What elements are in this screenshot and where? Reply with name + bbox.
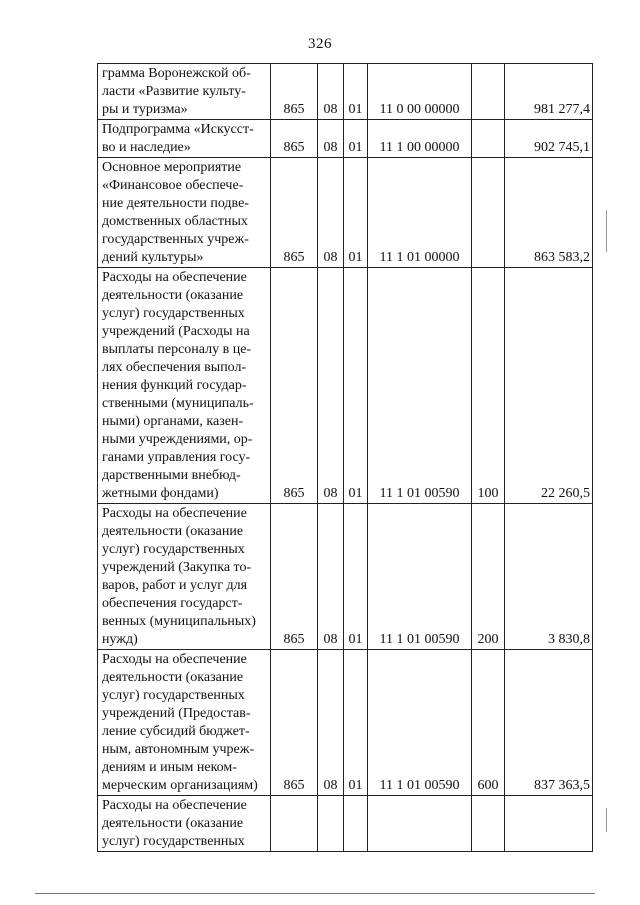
target-article-cell: 11 0 00 00000 [368,64,472,120]
item-name-line: учреждений (Расходы на [102,324,250,339]
item-name-cell [98,158,271,268]
item-name-line: услуг) государственных [102,688,245,703]
expense-type-cell [472,120,505,158]
item-name-line: ние деятельности подве- [102,196,249,211]
section-code-cell: 08 [318,120,344,158]
amount-cell: 981 277,4 [505,64,593,120]
table-row [98,158,593,268]
item-name-cell [98,120,271,158]
item-name-line: обеспечения государст- [102,596,243,611]
item-name-line: жетными фондами) [102,486,219,501]
scan-mark [606,210,607,252]
item-name-cell [98,796,271,852]
item-name-line: Расходы на обеспечение [102,798,247,813]
item-name-line: домственных областных [102,214,248,229]
ministry-code-cell [271,796,318,852]
item-name-line: учреждений (Закупка то- [102,560,252,575]
expense-type-cell: 600 [472,650,505,796]
budget-table-body [98,64,593,852]
page-number: 326 [308,36,332,52]
item-name-line: нужд) [102,632,138,647]
item-name-line: нения функций государ- [102,378,247,393]
item-name-line: дарственными внебюд- [102,468,241,483]
item-name-line: услуг) государственных [102,542,245,557]
item-name-cell [98,64,271,120]
item-name-line: ление субсидий бюджет- [102,724,250,739]
item-name-line: Расходы на обеспечение [102,652,247,667]
section-code-cell [318,796,344,852]
item-name-line: Основное мероприятие [102,160,242,175]
subsection-code-cell: 01 [344,650,368,796]
item-name-line: «Финансовое обеспече- [102,178,244,193]
item-name-line: услуг) государственных [102,306,245,321]
item-name-line: грамма Воронежской об- [102,66,251,81]
ministry-code-cell: 865 [271,64,318,120]
scan-mark [606,808,607,832]
table-row [98,268,593,504]
amount-cell: 3 830,8 [505,504,593,650]
item-name-cell [98,650,271,796]
item-name-line: ным, автономным учреж- [102,742,255,757]
table-row [98,504,593,650]
item-name-line: венных (муниципальных) [102,614,256,629]
subsection-code-cell: 01 [344,120,368,158]
item-name-line: дениям и иным неком- [102,760,237,775]
footer-rule [35,893,595,894]
item-name-line: ры и туризма» [102,102,188,117]
item-name-line: ласти «Развитие культу- [102,84,246,99]
item-name-line: услуг) государственных [102,834,245,849]
item-name-line: мерческим организациям) [102,778,258,793]
expense-type-cell [472,158,505,268]
budget-table [97,63,593,852]
item-name-line: деятельности (оказание [102,288,244,303]
item-name-line: во и наследие» [102,140,191,155]
section-code-cell: 08 [318,650,344,796]
item-name-line: деятельности (оказание [102,816,244,831]
item-name-line: деятельности (оказание [102,670,244,685]
target-article-cell: 11 1 01 00590 [368,268,472,504]
item-name-cell [98,268,271,504]
item-name-line: деятельности (оказание [102,524,244,539]
target-article-cell: 11 1 01 00590 [368,504,472,650]
expense-type-cell [472,64,505,120]
amount-cell: 902 745,1 [505,120,593,158]
subsection-code-cell: 01 [344,158,368,268]
item-name-line: Расходы на обеспечение [102,270,247,285]
expense-type-cell: 200 [472,504,505,650]
amount-cell: 863 583,2 [505,158,593,268]
subsection-code-cell: 01 [344,268,368,504]
target-article-cell: 11 1 01 00590 [368,650,472,796]
ministry-code-cell: 865 [271,650,318,796]
section-code-cell: 08 [318,158,344,268]
item-name-cell [98,504,271,650]
subsection-code-cell: 01 [344,504,368,650]
table-row [98,64,593,120]
item-name-line: учреждений (Предостав- [102,706,251,721]
item-name-line: ными) органами, казен- [102,414,244,429]
ministry-code-cell: 865 [271,268,318,504]
ministry-code-cell: 865 [271,120,318,158]
item-name-line: выплаты персоналу в це- [102,342,252,357]
table-row [98,796,593,852]
expense-type-cell [472,796,505,852]
item-name-line: варов, работ и услуг для [102,578,248,593]
subsection-code-cell: 01 [344,64,368,120]
table-row [98,120,593,158]
target-article-cell [368,796,472,852]
item-name-line: ными учреждениями, ор- [102,432,253,447]
amount-cell: 837 363,5 [505,650,593,796]
amount-cell [505,796,593,852]
ministry-code-cell: 865 [271,504,318,650]
section-code-cell: 08 [318,64,344,120]
section-code-cell: 08 [318,504,344,650]
subsection-code-cell [344,796,368,852]
table-row [98,650,593,796]
item-name-line: государственных учреж- [102,232,249,247]
item-name-line: ственными (муниципаль- [102,396,254,411]
expense-type-cell: 100 [472,268,505,504]
item-name-line: ганами управления госу- [102,450,251,465]
target-article-cell: 11 1 01 00000 [368,158,472,268]
item-name-line: дений культуры» [102,250,204,265]
amount-cell: 22 260,5 [505,268,593,504]
ministry-code-cell: 865 [271,158,318,268]
item-name-line: Подпрограмма «Искусст- [102,122,254,137]
item-name-line: Расходы на обеспечение [102,506,247,521]
item-name-line: лях обеспечения выпол- [102,360,247,375]
section-code-cell: 08 [318,268,344,504]
target-article-cell: 11 1 00 00000 [368,120,472,158]
